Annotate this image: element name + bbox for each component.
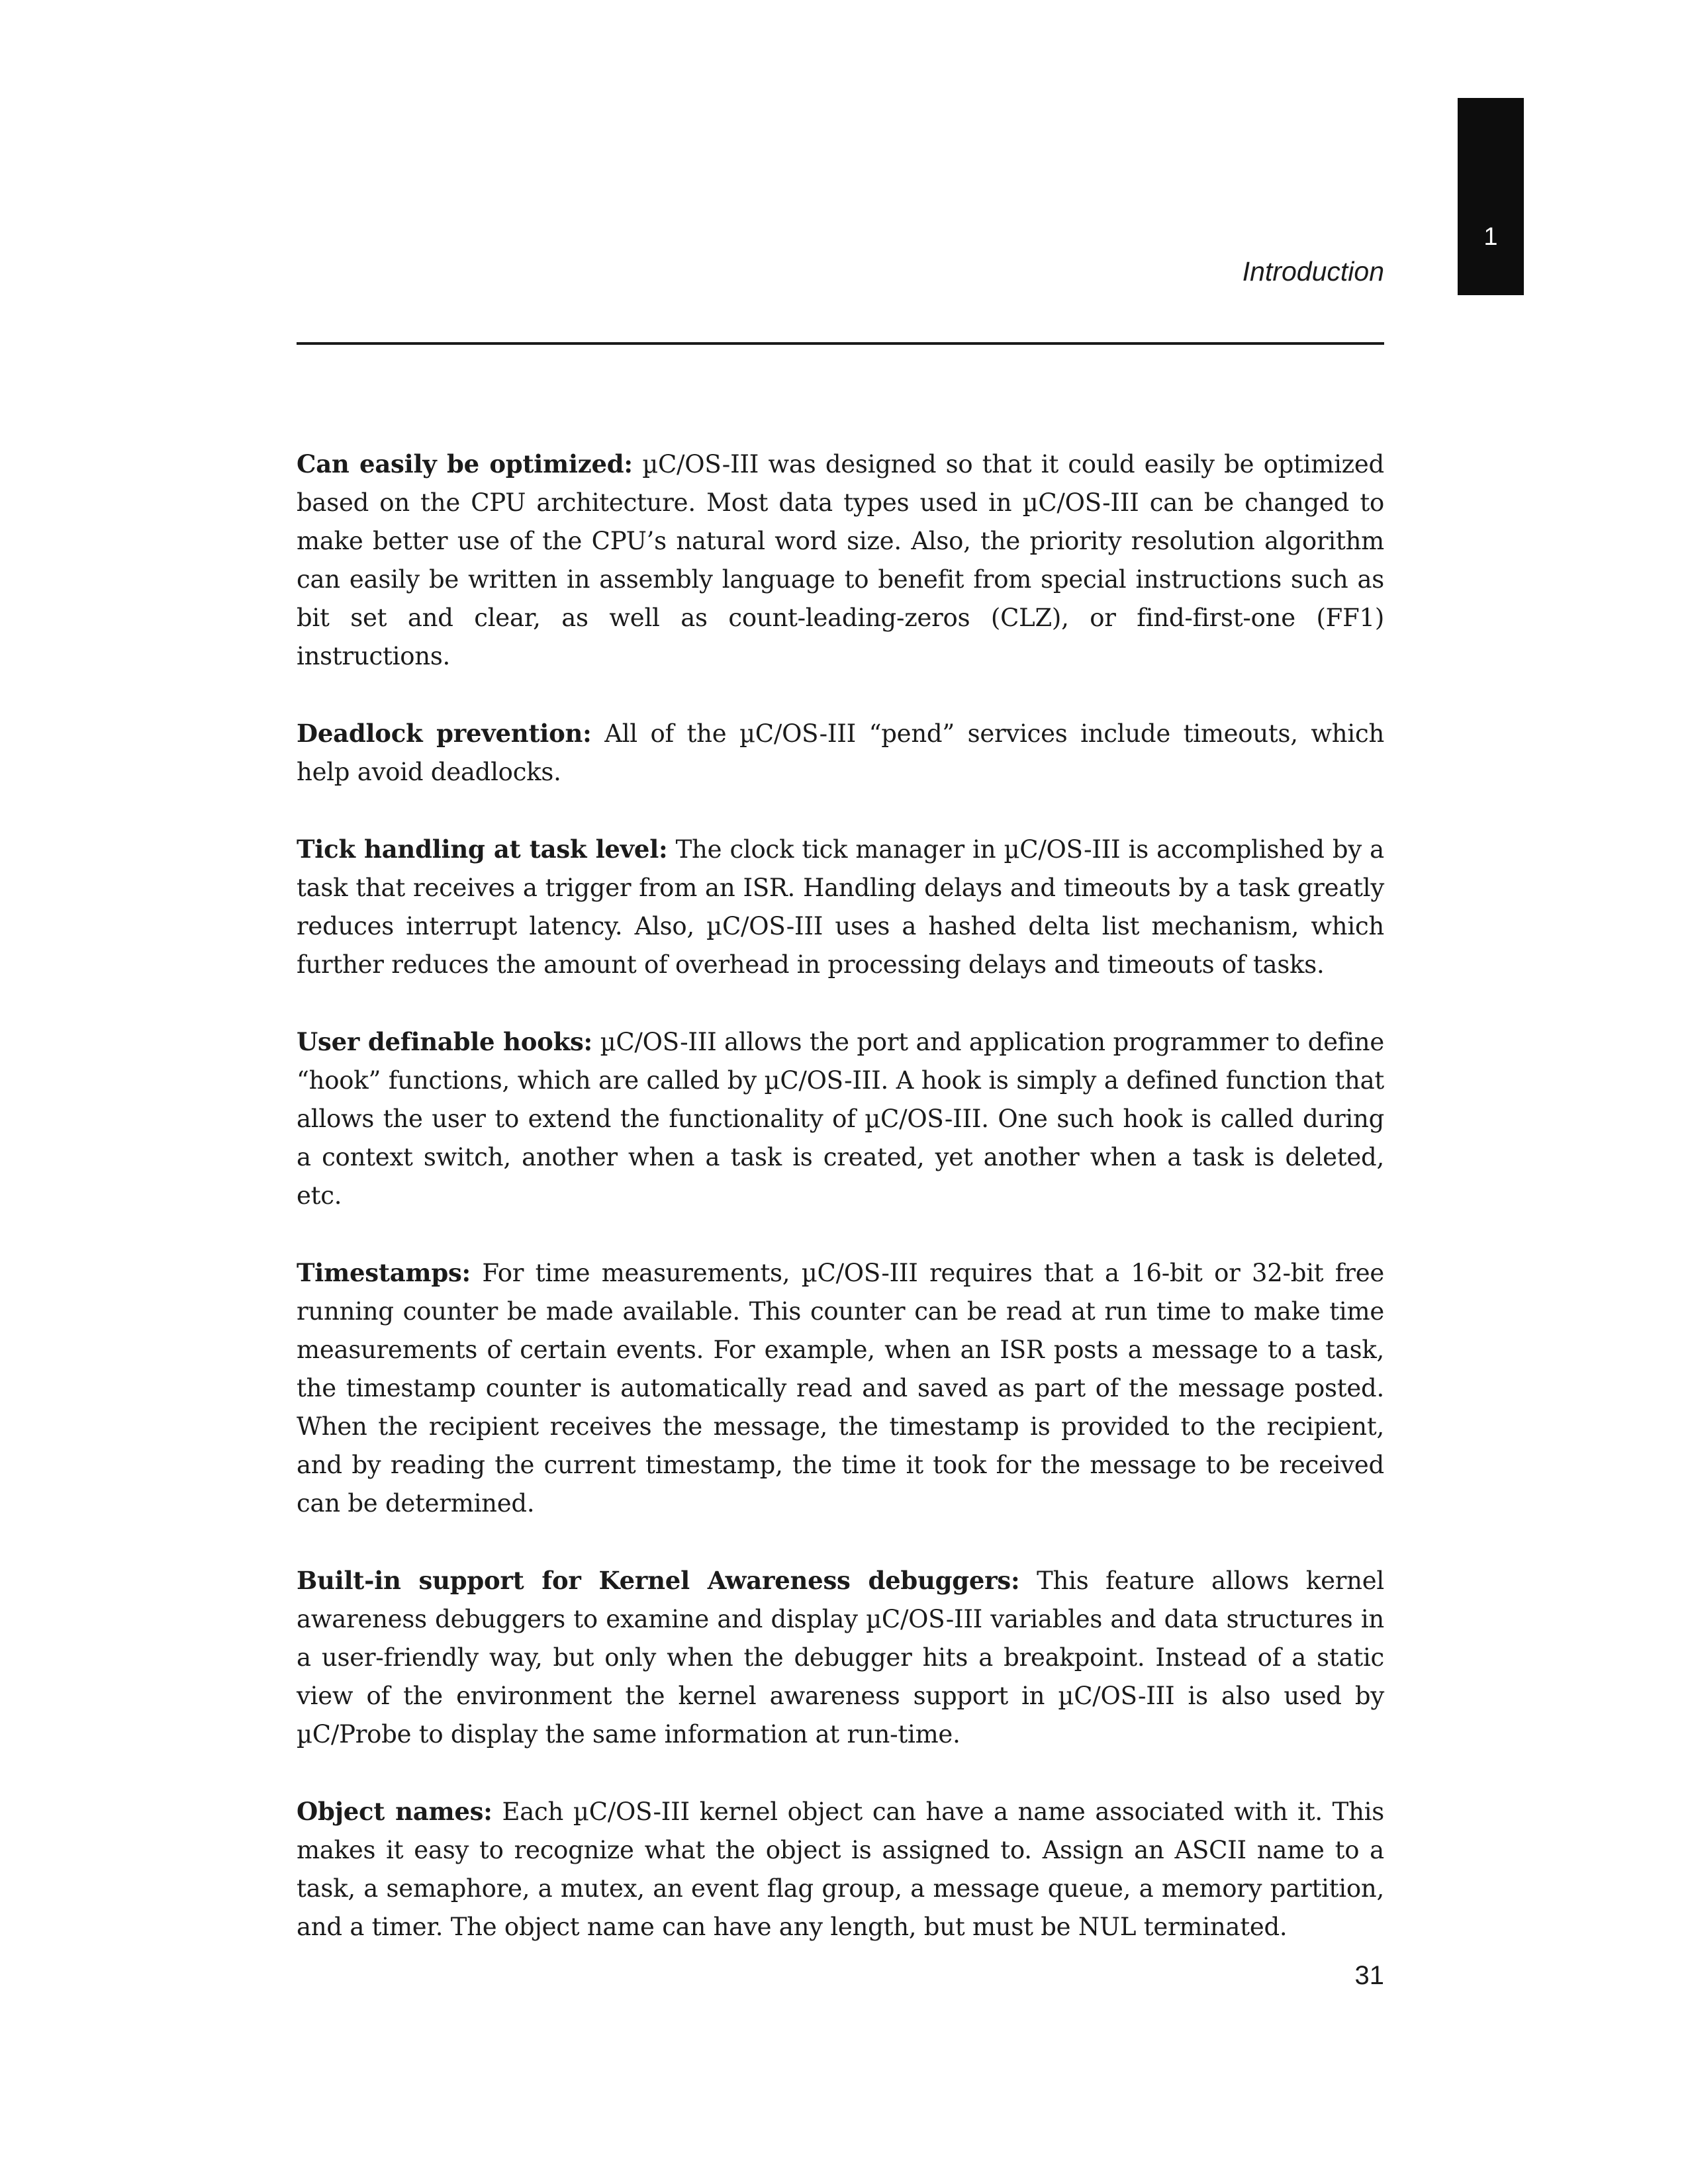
page-number: 31 xyxy=(1354,1961,1384,1990)
paragraph-kernel-awareness xyxy=(297,1561,1384,1754)
paragraph-body: µC/OS-III allows the port and application programmer to define “hook” functions, which are called by µC/OS-III. A hook is simply a defined function that allows the user to extend the functionality of µC/OS-III. One such hook is called during a context switch, another when a task is created, yet another when a task is deleted, etc. xyxy=(297,1028,1384,1210)
paragraph-timestamps xyxy=(297,1253,1384,1523)
paragraph-term: Can easily be optimized: xyxy=(297,449,633,478)
paragraph-term: Deadlock prevention: xyxy=(297,719,592,748)
paragraph-term: Object names: xyxy=(297,1797,492,1826)
paragraph-deadlock-prevention xyxy=(297,714,1384,792)
paragraph-term: Built-in support for Kernel Awareness debuggers: xyxy=(297,1566,1020,1595)
paragraph-tick-handling xyxy=(297,830,1384,984)
paragraph-body: The clock tick manager in µC/OS-III is accomplished by a task that receives a trigger from an ISR. Handling delays and timeouts by a task greatly reduces interrupt latency. Also, µC/OS-III uses a hashed delta list mechanism, which further reduces the amount of overhead in processing delays and timeouts of tasks. xyxy=(297,835,1384,979)
running-head: Introduction xyxy=(1242,256,1384,287)
paragraph-body: Each µC/OS-III kernel object can have a name associated with it. This makes it easy to recognize what the object is assigned to. Assign an ASCII name to a task, a semaphore, a mutex, an event flag group, a message queue, a memory partition, and a timer. The object name can have any length, but must be NUL terminated. xyxy=(297,1797,1384,1941)
chapter-tab xyxy=(1458,98,1524,295)
paragraph-user-hooks xyxy=(297,1023,1384,1215)
header-rule xyxy=(297,342,1384,345)
paragraph-object-names xyxy=(297,1792,1384,1946)
paragraph-optimization xyxy=(297,445,1384,676)
paragraph-body: µC/OS-III was designed so that it could easily be optimized based on the CPU architecture. Most data types used in µC/OS-III can be changed to make better use of the CPU’s natural word size. Also, the priority resolution algorithm can easily be written in assembly language to benefit from special instructions such as bit set and clear, as well as count-leading-zeros (CLZ), or find-first-one (FF1) instructions. xyxy=(297,450,1384,670)
paragraph-body: For time measurements, µC/OS-III requires that a 16-bit or 32-bit free running counter be made available. This counter can be read at run time to make time measurements of certain events. For example, when an ISR posts a message to a task, the timestamp counter is automatically read and saved as part of the message posted. When the recipient receives the message, the timestamp is provided to the recipient, and by reading the current timestamp, the time it took for the message to be received can be determined. xyxy=(297,1259,1384,1518)
page-body xyxy=(297,445,1384,1985)
paragraph-term: User definable hooks: xyxy=(297,1027,592,1056)
paragraph-body: This feature allows kernel awareness debuggers to examine and display µC/OS-III variables and data structures in a user-friendly way, but only when the debugger hits a breakpoint. Instead of a static view of the environment the kernel awareness support in µC/OS-III is also used by µC/Probe to display the same information at run-time. xyxy=(297,1567,1384,1749)
paragraph-term: Timestamps: xyxy=(297,1258,471,1287)
paragraph-term: Tick handling at task level: xyxy=(297,835,668,864)
paragraph-body: All of the µC/OS-III “pend” services include timeouts, which help avoid deadlocks. xyxy=(297,719,1385,786)
chapter-number: 1 xyxy=(1483,223,1498,251)
